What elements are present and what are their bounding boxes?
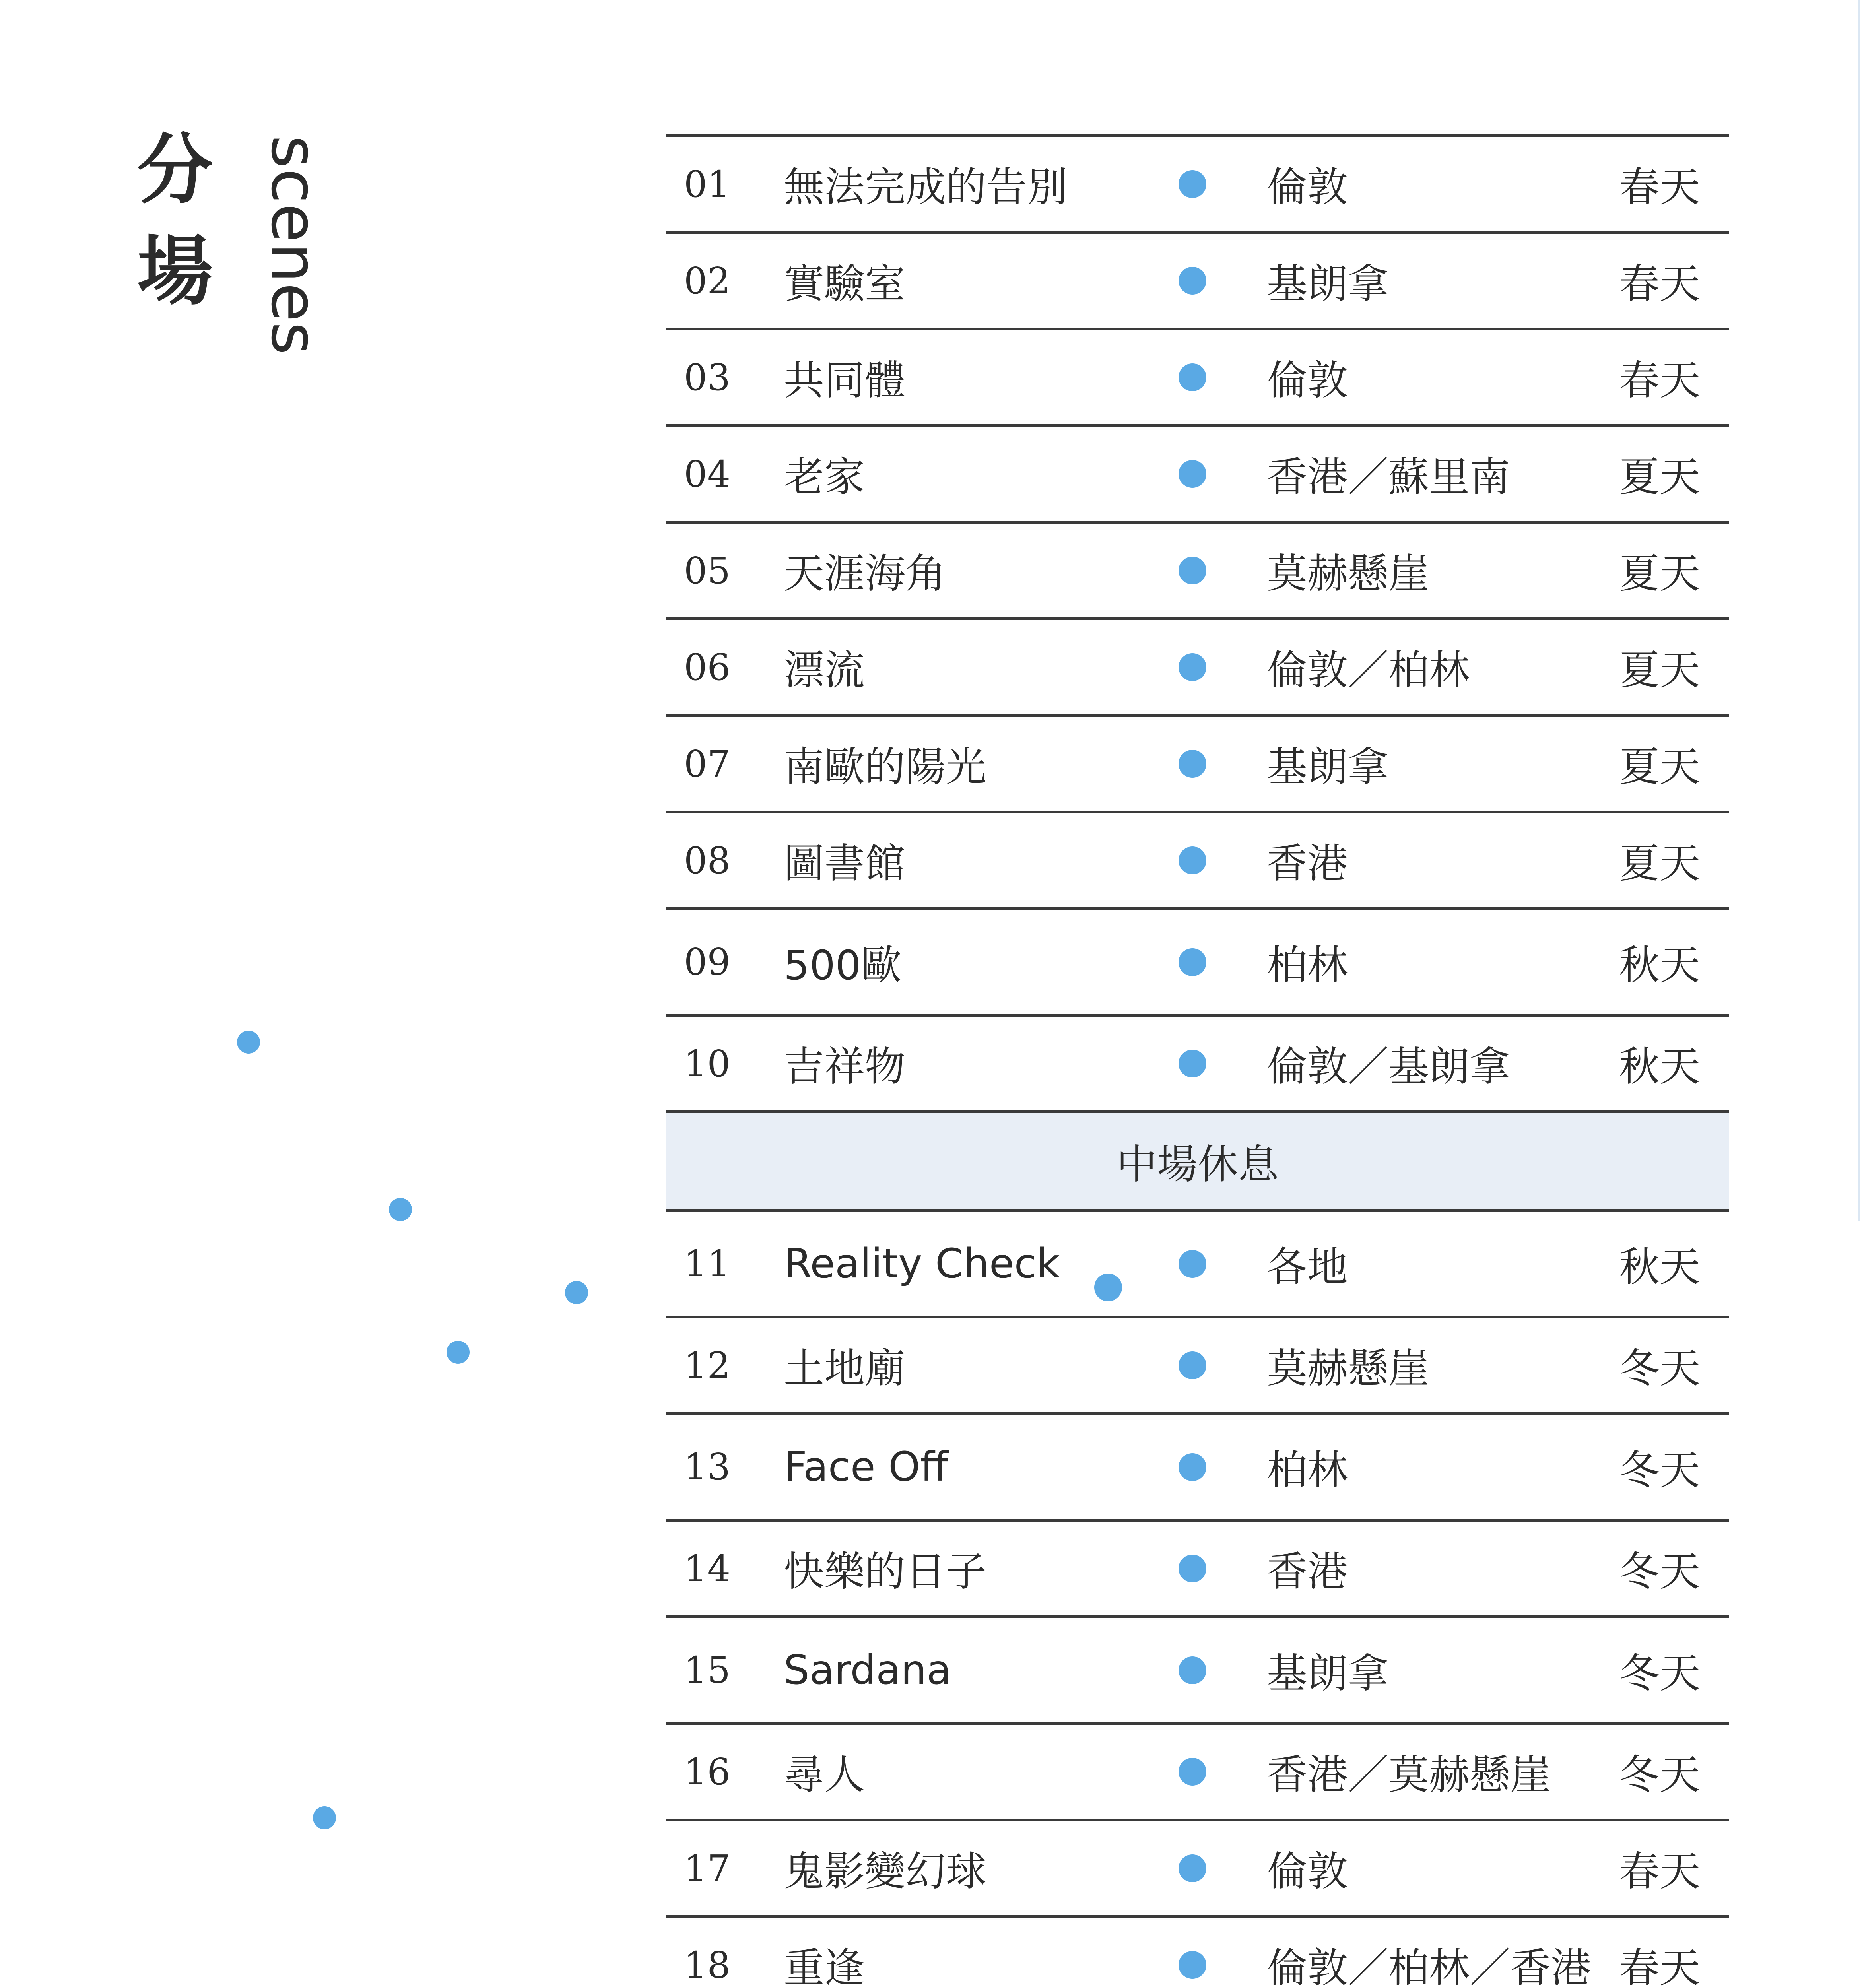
scene-number: 13 (684, 1446, 731, 1488)
scene-name: Reality Check (784, 1240, 1060, 1287)
scene-row (666, 1209, 1729, 1316)
decorative-dot (389, 1198, 412, 1221)
scene-row (666, 1722, 1729, 1819)
decorative-dot (447, 1341, 470, 1364)
scene-number: 09 (684, 941, 731, 983)
scene-place: 基朗拿 (1267, 1650, 1388, 1697)
scene-name: 鬼影變幻球 (784, 1848, 986, 1895)
scene-season: 夏天 (1619, 840, 1700, 887)
scene-name: 尋人 (784, 1751, 865, 1799)
dot-icon (1179, 460, 1206, 488)
dot-icon (1179, 1050, 1206, 1077)
scene-season: 冬天 (1619, 1548, 1700, 1596)
dot-icon (1179, 846, 1206, 874)
scene-number: 15 (684, 1649, 731, 1691)
scene-season: 秋天 (1619, 942, 1700, 989)
scene-number: 12 (684, 1344, 731, 1387)
dot-icon (1179, 1656, 1206, 1684)
dot-icon (1179, 1951, 1206, 1979)
scenes-table (666, 134, 1729, 1988)
scene-name: 500歐 (784, 942, 902, 989)
dot-icon (1179, 1758, 1206, 1786)
dot-icon (1179, 1854, 1206, 1882)
scene-name: 漂流 (784, 647, 865, 694)
scene-season: 秋天 (1619, 1243, 1700, 1291)
dot-icon (1179, 653, 1206, 681)
scene-row (666, 1316, 1729, 1412)
scene-number: 02 (684, 259, 731, 302)
scene-number: 14 (684, 1547, 731, 1590)
intermission-label: 中場休息 (1116, 1141, 1279, 1188)
scene-place: 基朗拿 (1267, 260, 1388, 308)
scene-place: 香港 (1267, 1548, 1348, 1596)
scene-row (666, 1915, 1729, 1988)
scene-name: 實驗室 (784, 260, 905, 308)
scene-number: 03 (684, 356, 731, 399)
scene-row (666, 1519, 1729, 1615)
title-en-text: scenes (257, 135, 332, 355)
scene-number: 10 (684, 1042, 731, 1085)
scene-season: 冬天 (1619, 1345, 1700, 1392)
scene-number: 08 (684, 839, 731, 882)
decorative-dot (565, 1281, 588, 1304)
scene-row (666, 134, 1729, 231)
scene-season: 春天 (1619, 357, 1700, 404)
scene-name: 土地廟 (784, 1345, 905, 1392)
scene-name: 吉祥物 (784, 1043, 905, 1091)
scene-name: 快樂的日子 (784, 1548, 986, 1596)
scene-row (666, 424, 1729, 521)
page-title-en (254, 135, 334, 355)
scene-name: 重逢 (784, 1945, 865, 1988)
scene-place: 各地 (1267, 1243, 1348, 1291)
dot-icon (1179, 948, 1206, 976)
scene-number: 18 (684, 1943, 731, 1986)
scene-row (666, 1014, 1729, 1110)
scene-name: 無法完成的告別 (784, 164, 1068, 211)
scene-place: 柏林 (1267, 942, 1348, 989)
scene-number: 05 (684, 549, 731, 592)
decorative-dot (1094, 1274, 1122, 1301)
scene-number: 16 (684, 1750, 731, 1793)
scene-number: 06 (684, 646, 731, 689)
title-cn-char-1: 分 (137, 126, 213, 214)
scene-season: 夏天 (1619, 744, 1700, 791)
scene-name: 南歐的陽光 (784, 744, 986, 791)
scene-number: 11 (684, 1242, 731, 1285)
scene-row (666, 328, 1729, 424)
scene-season: 春天 (1619, 164, 1700, 211)
scene-season: 夏天 (1619, 550, 1700, 598)
dot-icon (1179, 557, 1206, 584)
scene-place: 倫敦 (1267, 1848, 1348, 1895)
scene-place: 香港 (1267, 840, 1348, 887)
scene-season: 秋天 (1619, 1043, 1700, 1091)
scene-season: 春天 (1619, 260, 1700, 308)
scene-name: 共同體 (784, 357, 905, 404)
scene-row (666, 907, 1729, 1014)
scene-place: 倫敦 (1267, 164, 1348, 211)
dot-icon (1179, 1453, 1206, 1481)
scene-season: 春天 (1619, 1848, 1700, 1895)
scene-season: 冬天 (1619, 1446, 1700, 1494)
scene-row (666, 1819, 1729, 1915)
scene-place: 基朗拿 (1267, 744, 1388, 791)
scene-number: 01 (684, 163, 731, 206)
dot-icon (1179, 1351, 1206, 1379)
scene-name: 老家 (784, 454, 865, 501)
scene-place: 香港／蘇里南 (1267, 454, 1510, 501)
scene-row (666, 1412, 1729, 1519)
scene-row (666, 521, 1729, 617)
dot-icon (1179, 1250, 1206, 1278)
scene-number: 04 (684, 452, 731, 495)
intermission-row (666, 1110, 1729, 1209)
dot-icon (1179, 363, 1206, 391)
scene-number: 07 (684, 742, 731, 785)
scene-season: 冬天 (1619, 1751, 1700, 1799)
dot-icon (1179, 750, 1206, 778)
scene-name: Sardana (784, 1646, 951, 1694)
scene-season: 冬天 (1619, 1650, 1700, 1697)
decorative-dot (237, 1031, 260, 1054)
decorative-dot (313, 1806, 336, 1829)
scene-place: 倫敦／柏林 (1267, 647, 1470, 694)
scene-number: 17 (684, 1847, 731, 1890)
title-cn-char-2: 場 (137, 227, 213, 315)
scene-name: 天涯海角 (784, 550, 946, 598)
scene-place: 倫敦／柏林／香港 (1267, 1945, 1591, 1988)
page-title-cn (131, 119, 219, 322)
scene-name: 圖書館 (784, 840, 905, 887)
scene-row (666, 1615, 1729, 1722)
scene-row (666, 617, 1729, 714)
scene-row (666, 231, 1729, 328)
scene-name: Face Off (784, 1443, 948, 1491)
scene-place: 莫赫懸崖 (1267, 1345, 1429, 1392)
scene-row (666, 714, 1729, 811)
dot-icon (1179, 1555, 1206, 1582)
page-edge-line (1858, 0, 1860, 1221)
scene-place: 倫敦／基朗拿 (1267, 1043, 1510, 1091)
scene-place: 倫敦 (1267, 357, 1348, 404)
scene-place: 莫赫懸崖 (1267, 550, 1429, 598)
scene-place: 柏林 (1267, 1446, 1348, 1494)
dot-icon (1179, 170, 1206, 198)
dot-icon (1179, 267, 1206, 295)
scene-place: 香港／莫赫懸崖 (1267, 1751, 1551, 1799)
scene-season: 春天 (1619, 1945, 1700, 1988)
scene-row (666, 811, 1729, 907)
scene-season: 夏天 (1619, 647, 1700, 694)
scene-season: 夏天 (1619, 454, 1700, 501)
